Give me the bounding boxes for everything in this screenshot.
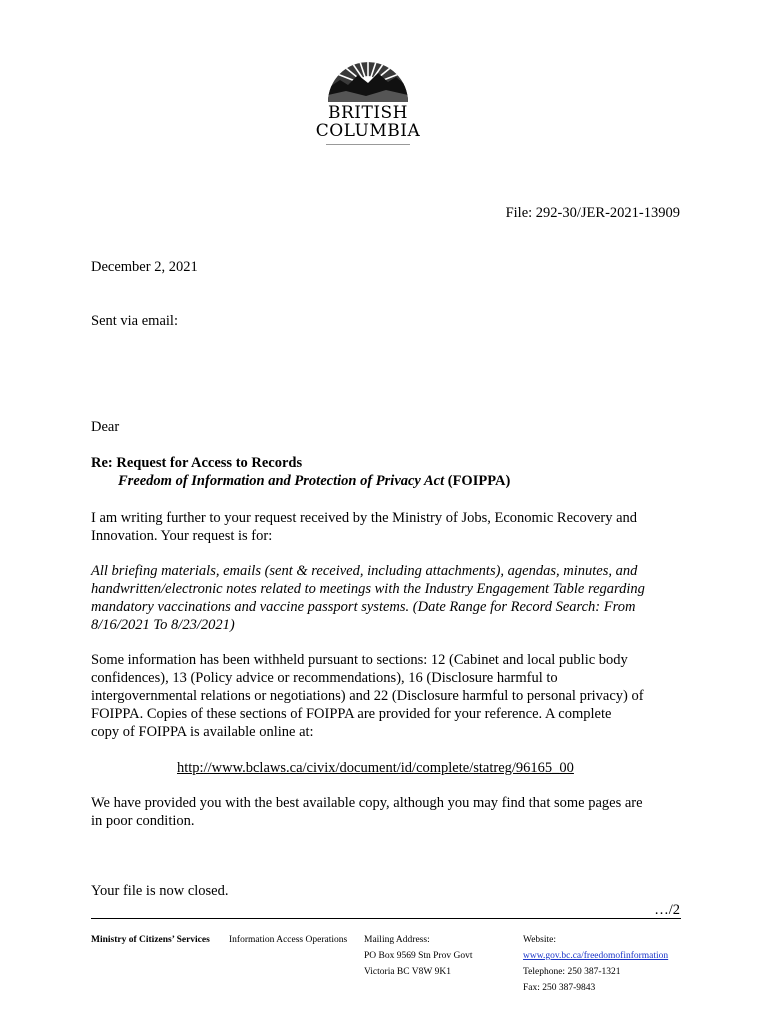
withheld-line: FOIPPA. Copies of these sections of FOIPPA are provided for your reference. A complete <box>91 706 612 722</box>
subject-act <box>118 472 510 490</box>
withheld-line: intergovernmental relations or negotiations) and 22 (Disclosure harmful to personal privacy) of <box>91 688 644 704</box>
act-name: Freedom of Information and Protection of Privacy Act <box>118 473 445 489</box>
sun-mountain-emblem-icon <box>326 42 410 102</box>
footer-ministry: Ministry of Citizens’ Services <box>91 935 210 945</box>
act-abbrev: (FOIPPA) <box>444 473 511 489</box>
footer-fax: Fax: 250 387-9843 <box>523 983 596 993</box>
file-closed-text: Your file is now closed. <box>91 883 229 899</box>
page-continuation: …/2 <box>654 902 680 918</box>
best-copy-paragraph <box>91 794 691 830</box>
subject-line: Re: Request for Access to Records <box>91 455 303 471</box>
request-line: All briefing materials, emails (sent & received, including attachments), agendas, minutes, and <box>91 563 638 579</box>
intro-line: I am writing further to your request received by the Ministry of Jobs, Economic Recovery and <box>91 510 638 526</box>
letter-date: December 2, 2021 <box>91 259 198 275</box>
withheld-paragraph <box>91 651 691 741</box>
request-line: 8/16/2021 To 8/23/2021) <box>91 617 235 633</box>
salutation: Dear <box>91 419 120 435</box>
logo-text-columbia: COLUMBIA <box>315 121 421 141</box>
footer-po-box: PO Box 9569 Stn Prov Govt <box>364 951 473 961</box>
request-line: handwritten/electronic notes related to meetings with the Industry Engagement Table regarding <box>91 581 645 597</box>
withheld-line: confidences), 13 (Policy advice or recommendations), 16 (Disclosure harmful to <box>91 670 558 686</box>
footer-website-link[interactable]: www.gov.bc.ca/freedomofinformation <box>523 951 669 961</box>
footer-mailing-label: Mailing Address: <box>364 935 430 945</box>
request-line: mandatory vaccinations and vaccine passport systems. (Date Range for Record Search: From <box>91 599 636 615</box>
file-reference: File: 292-30/JER-2021-13909 <box>505 205 680 221</box>
footer-divider <box>91 918 681 919</box>
logo-text-british: BRITISH <box>327 103 409 123</box>
request-text <box>91 562 691 634</box>
intro-line: Innovation. Your request is for: <box>91 528 273 544</box>
best-copy-line: in poor condition. <box>91 813 195 829</box>
intro-paragraph <box>91 509 691 545</box>
withheld-line: copy of FOIPPA is available online at: <box>91 724 314 740</box>
footer-branch: Information Access Operations <box>229 935 348 945</box>
sent-via-email: Sent via email: <box>91 313 178 329</box>
best-copy-line: We have provided you with the best available copy, although you may find that some pages are <box>91 795 643 811</box>
footer-website-label: Website: <box>523 935 557 945</box>
withheld-line: Some information has been withheld pursuant to sections: 12 (Cabinet and local public body <box>91 652 628 668</box>
footer-telephone: Telephone: 250 387-1321 <box>523 967 621 977</box>
footer-city-postal: Victoria BC V8W 9K1 <box>364 967 451 977</box>
bc-government-logo <box>312 42 424 150</box>
logo-divider <box>326 144 410 145</box>
foippa-url-link[interactable]: http://www.bclaws.ca/civix/document/id/complete/statreg/96165_00 <box>177 760 574 776</box>
